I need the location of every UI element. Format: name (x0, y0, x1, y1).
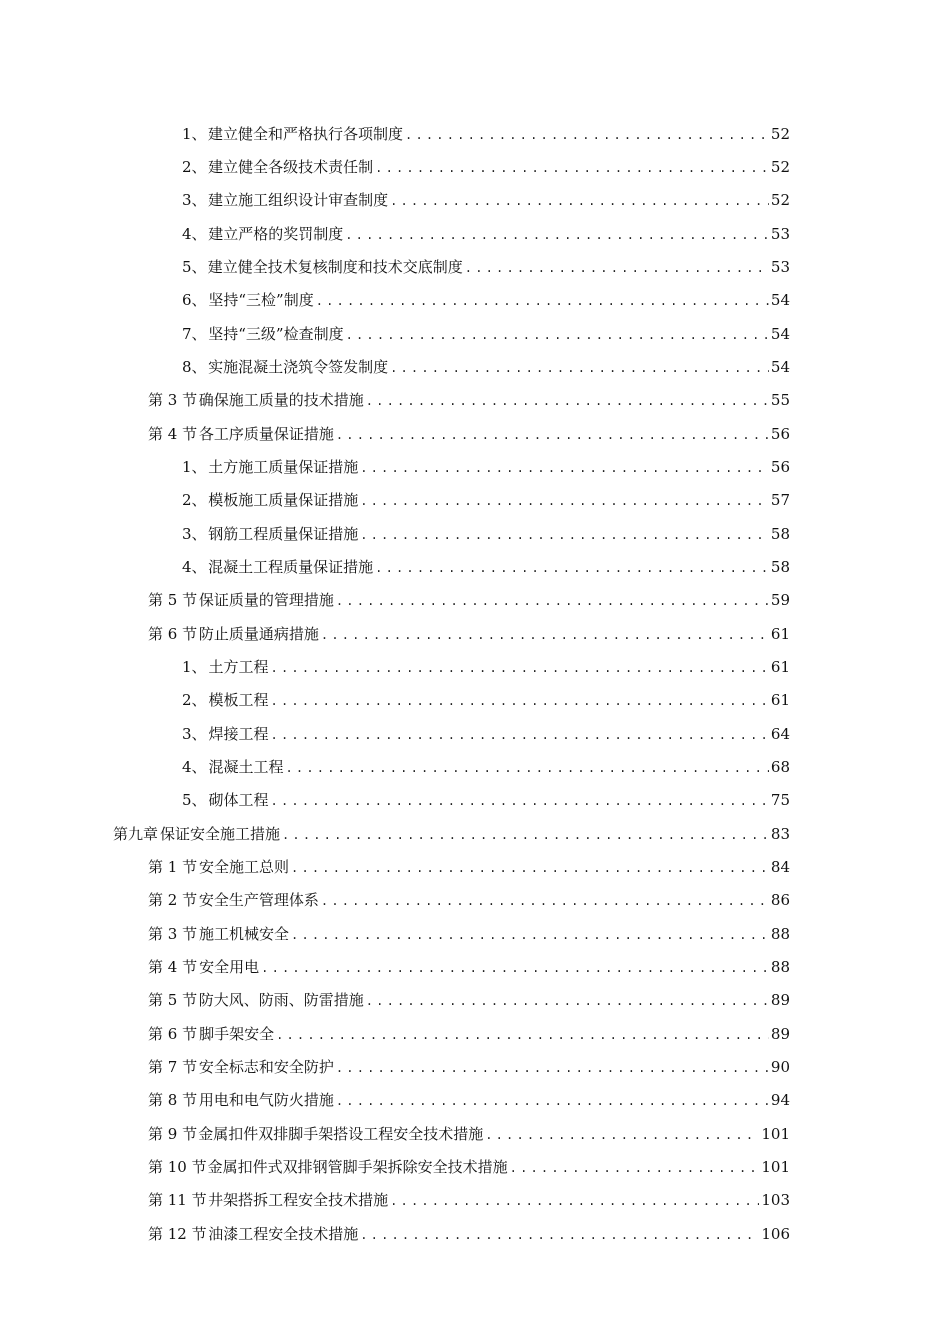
dot-leader (321, 620, 769, 650)
toc-entry[interactable] (182, 219, 790, 249)
dot-leader (366, 386, 769, 416)
toc-entry-number: 第 12 节 (148, 1225, 207, 1243)
toc-entry-page: 53 (770, 258, 790, 276)
toc-entry-number: 2、 (182, 691, 207, 709)
toc-entry-number: 4、 (182, 558, 207, 576)
toc-entry[interactable] (182, 685, 790, 715)
dot-leader (360, 486, 769, 516)
toc-entry-page: 61 (770, 658, 790, 676)
toc-entry-page: 52 (770, 191, 790, 209)
toc-entry-title: 安全施工总则 (199, 858, 290, 876)
dot-leader (390, 1186, 759, 1216)
toc-entry-page: 58 (770, 525, 790, 543)
dot-leader (510, 1153, 760, 1183)
dot-leader (375, 553, 769, 583)
toc-entry-page: 58 (770, 558, 790, 576)
toc-entry-page: 68 (770, 758, 790, 776)
toc-entry[interactable] (182, 485, 790, 515)
toc-entry-number: 第 3 节 (148, 391, 198, 409)
toc-entry-page: 84 (770, 858, 790, 876)
toc-entry-title: 防大风、防雨、防雷措施 (198, 991, 364, 1009)
toc-entry[interactable] (148, 919, 790, 949)
dot-leader (261, 953, 769, 983)
toc-entry[interactable] (148, 585, 790, 615)
dot-leader (282, 820, 769, 850)
toc-entry-number: 5、 (182, 791, 207, 809)
toc-entry[interactable] (182, 519, 790, 549)
dot-leader (271, 720, 769, 750)
toc-entry-page: 59 (770, 591, 790, 609)
toc-entry-number: 5、 (182, 258, 207, 276)
toc-entry-title: 建立健全技术复核制度和技术交底制度 (207, 258, 463, 276)
toc-entry-title: 模板工程 (208, 691, 269, 709)
toc-entry[interactable] (182, 752, 790, 782)
dot-leader (316, 286, 769, 316)
toc-entry-title: 保证安全施工措施 (159, 825, 280, 843)
toc-entry-page: 64 (770, 725, 790, 743)
toc-entry-number: 第 2 节 (148, 891, 198, 909)
dot-leader (465, 253, 769, 283)
toc-entry-title: 金属扣件双排脚手架搭设工程安全技术措施 (198, 1125, 484, 1143)
dot-leader (271, 653, 769, 683)
toc-entry-number: 第 11 节 (148, 1191, 207, 1209)
toc-entry-title: 油漆工程安全技术措施 (208, 1225, 359, 1243)
toc-entry-number: 第 5 节 (148, 991, 198, 1009)
toc-entry-title: 土方工程 (208, 658, 269, 676)
toc-entry-page: 61 (770, 691, 790, 709)
toc-entry-title: 施工机械安全 (199, 925, 290, 943)
toc-entry[interactable] (182, 252, 790, 282)
toc-entry-number: 第 7 节 (148, 1058, 198, 1076)
dot-leader (360, 453, 769, 483)
dot-leader (375, 153, 769, 183)
toc-entry-page: 90 (770, 1058, 790, 1076)
toc-entry-number: 2、 (182, 158, 207, 176)
dot-leader (271, 786, 769, 816)
toc-entry-title: 安全生产管理体系 (198, 891, 319, 909)
toc-entry-title: 金属扣件式双排钢管脚手架拆除安全技术措施 (207, 1158, 508, 1176)
toc-entry[interactable] (182, 719, 790, 749)
toc-entry-number: 第 4 节 (148, 958, 198, 976)
toc-entry[interactable] (182, 152, 790, 182)
dot-leader (336, 1086, 769, 1116)
toc-entry[interactable] (148, 885, 790, 915)
dot-leader (390, 186, 769, 216)
toc-entry-number: 第 8 节 (148, 1091, 198, 1109)
toc-entry-title: 井架搭拆工程安全技术措施 (208, 1191, 389, 1209)
toc-entry-page: 103 (761, 1191, 790, 1209)
toc-entry[interactable] (148, 1152, 790, 1182)
toc-entry-title: 混凝土工程质量保证措施 (208, 558, 374, 576)
toc-entry-number: 第 6 节 (148, 1025, 198, 1043)
toc-entry-number: 3、 (182, 525, 207, 543)
toc-entry-title: 各工序质量保证措施 (198, 425, 334, 443)
dot-leader (291, 853, 769, 883)
toc-entry-page: 86 (770, 891, 790, 909)
toc-entry-number: 1、 (182, 658, 207, 676)
toc-entry-number: 第 4 节 (148, 425, 198, 443)
toc-entry[interactable] (148, 619, 790, 649)
toc-entry[interactable] (148, 419, 790, 449)
toc-entry-number: 2、 (182, 491, 207, 509)
dot-leader (360, 520, 769, 550)
toc-entry-number: 第 1 节 (148, 858, 198, 876)
toc-entry-number: 3、 (182, 191, 207, 209)
toc-entry-page: 75 (770, 791, 790, 809)
toc-entry-number: 第 9 节 (148, 1125, 198, 1143)
toc-entry-number: 4、 (182, 225, 207, 243)
toc-entry-title: 砌体工程 (208, 791, 269, 809)
toc-entry-title: 防止质量通病措施 (198, 625, 319, 643)
toc-entry[interactable] (148, 1085, 790, 1115)
dot-leader (276, 1020, 769, 1050)
toc-entry-page: 101 (761, 1158, 790, 1176)
toc-entry[interactable] (148, 1219, 790, 1249)
toc-entry-title: 建立施工组织设计审查制度 (208, 191, 389, 209)
toc-entry-title: 混凝土工程 (208, 758, 284, 776)
toc-entry[interactable] (148, 1019, 790, 1049)
dot-leader (336, 420, 769, 450)
toc-entry-title: 坚持“三级”检查制度 (208, 325, 344, 343)
toc-entry[interactable] (182, 319, 790, 349)
toc-entry-page: 106 (761, 1225, 790, 1243)
toc-entry-title: 建立健全各级技术责任制 (208, 158, 374, 176)
toc-entry-title: 模板施工质量保证措施 (208, 491, 359, 509)
toc-entry[interactable] (182, 119, 790, 149)
toc-entry-chapter[interactable] (113, 819, 790, 849)
toc-entry-number: 第九章 (113, 825, 159, 843)
toc-entry-title: 安全标志和安全防护 (198, 1058, 334, 1076)
toc-entry-page: 88 (770, 958, 790, 976)
toc-entry-page: 61 (770, 625, 790, 643)
toc-entry-page: 53 (770, 225, 790, 243)
toc-entry-number: 7、 (182, 325, 207, 343)
toc-entry-number: 第 5 节 (148, 591, 198, 609)
toc-entry-page: 54 (770, 325, 790, 343)
toc-entry[interactable] (182, 452, 790, 482)
toc-entry[interactable] (182, 352, 790, 382)
dot-leader (366, 986, 769, 1016)
dot-leader (271, 686, 769, 716)
toc-entry-number: 8、 (182, 358, 207, 376)
toc-entry[interactable] (148, 852, 790, 882)
toc-entry-title: 建立健全和严格执行各项制度 (208, 125, 404, 143)
toc-entry[interactable] (148, 1119, 790, 1149)
toc-entry[interactable] (148, 1185, 790, 1215)
toc-entry-title: 钢筋工程质量保证措施 (208, 525, 359, 543)
toc-entry-page: 56 (770, 425, 790, 443)
toc-entry-number: 第 6 节 (148, 625, 198, 643)
toc-entry-number: 1、 (182, 458, 207, 476)
dot-leader (336, 586, 769, 616)
dot-leader (346, 320, 769, 350)
toc-entry-number: 1、 (182, 125, 207, 143)
toc-entry-page: 83 (770, 825, 790, 843)
toc-entry-page: 94 (770, 1091, 790, 1109)
toc-entry[interactable] (148, 385, 790, 415)
toc-entry-title: 土方施工质量保证措施 (208, 458, 359, 476)
toc-entry-page: 101 (761, 1125, 790, 1143)
toc-entry-page: 57 (770, 491, 790, 509)
toc-entry-page: 54 (770, 358, 790, 376)
toc-entry[interactable] (182, 785, 790, 815)
toc-entry-title: 坚持“三检”制度 (208, 291, 314, 309)
toc-entry[interactable] (182, 285, 790, 315)
toc-entry-title: 保证质量的管理措施 (198, 591, 334, 609)
toc-entry-page: 89 (770, 991, 790, 1009)
toc-entry[interactable] (148, 985, 790, 1015)
toc-entry-title: 确保施工质量的技术措施 (198, 391, 364, 409)
toc-entry[interactable] (148, 1052, 790, 1082)
toc-entry-page: 55 (770, 391, 790, 409)
toc-entry-page: 88 (770, 925, 790, 943)
toc-entry-title: 脚手架安全 (199, 1025, 275, 1043)
dot-leader (390, 353, 769, 383)
toc-entry-number: 6、 (182, 291, 207, 309)
dot-leader (286, 753, 769, 783)
toc-entry-page: 56 (770, 458, 790, 476)
toc-entry-number: 第 3 节 (148, 925, 198, 943)
dot-leader (360, 1220, 759, 1250)
dot-leader (405, 120, 769, 150)
dot-leader (321, 886, 769, 916)
toc-entry-number: 4、 (182, 758, 207, 776)
toc-entry-title: 实施混凝土浇筑令签发制度 (208, 358, 389, 376)
toc-entry-number: 3、 (182, 725, 207, 743)
toc-entry-title: 焊接工程 (208, 725, 269, 743)
dot-leader (345, 220, 769, 250)
toc-entry-title: 建立严格的奖罚制度 (208, 225, 344, 243)
toc-entry-page: 54 (770, 291, 790, 309)
toc-entry[interactable] (182, 552, 790, 582)
toc-entry-title: 安全用电 (199, 958, 260, 976)
dot-leader (336, 1053, 769, 1083)
toc-entry[interactable] (148, 952, 790, 982)
toc-entry-page: 89 (770, 1025, 790, 1043)
dot-leader (485, 1120, 759, 1150)
toc-entry-title: 用电和电气防火措施 (198, 1091, 334, 1109)
toc-entry-page: 52 (770, 125, 790, 143)
toc-entry[interactable] (182, 185, 790, 215)
toc-entry-number: 第 10 节 (148, 1158, 207, 1176)
dot-leader (291, 920, 769, 950)
toc-entry[interactable] (182, 652, 790, 682)
toc-entry-page: 52 (770, 158, 790, 176)
